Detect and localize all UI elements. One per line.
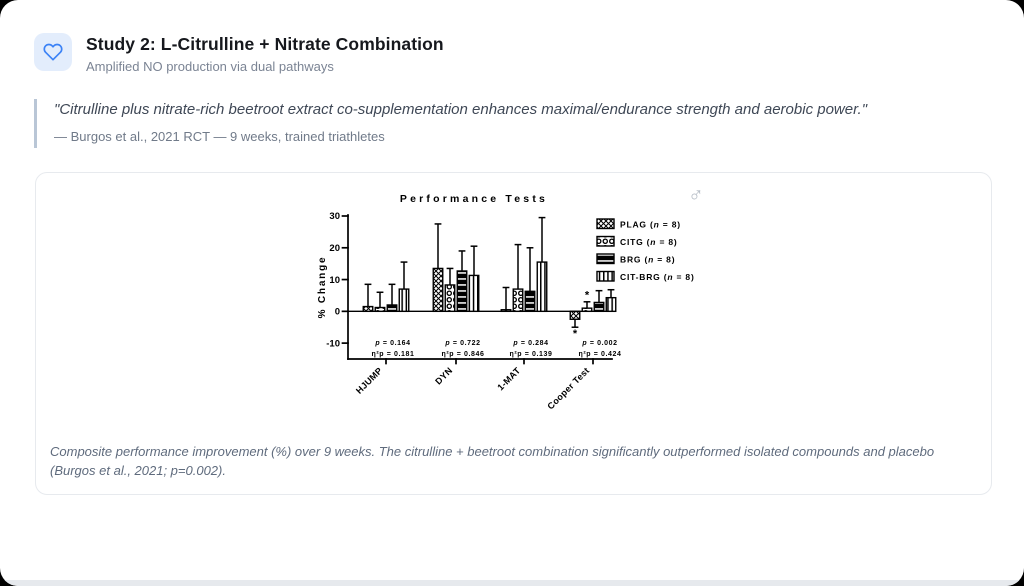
heart-icon	[43, 42, 63, 62]
chart	[316, 186, 726, 438]
svg-text:10: 10	[329, 274, 340, 286]
svg-text:Cooper Test: Cooper Test	[545, 365, 592, 412]
svg-text:Performance Tests: Performance Tests	[399, 193, 549, 205]
svg-text:HJUMP: HJUMP	[353, 365, 385, 396]
svg-text:*: *	[584, 289, 590, 302]
svg-text:30: 30	[329, 211, 340, 223]
svg-text:0: 0	[334, 306, 340, 318]
heart-icon-badge	[34, 33, 72, 71]
svg-text:PLAG (n = 8): PLAG (n = 8)	[620, 219, 681, 230]
svg-text:20: 20	[329, 242, 340, 254]
svg-text:η²p = 0.424: η²p = 0.424	[578, 351, 622, 358]
svg-text:BRG (n = 8): BRG (n = 8)	[620, 254, 676, 265]
figure-card	[35, 172, 992, 495]
header	[34, 33, 444, 74]
svg-text:η²p = 0.139: η²p = 0.139	[509, 351, 553, 358]
svg-text:1-MAT: 1-MAT	[495, 365, 523, 393]
svg-text:CIT-BRG (n = 8): CIT-BRG (n = 8)	[620, 272, 695, 282]
svg-text:p = 0.284: p = 0.284	[513, 340, 549, 347]
svg-text:p = 0.002: p = 0.002	[582, 340, 618, 347]
page-subtitle: Amplified NO production via dual pathways	[86, 59, 334, 74]
bar-chart-svg	[316, 186, 726, 438]
svg-text:*: *	[572, 328, 578, 341]
male-symbol-icon: ♂	[688, 184, 704, 207]
page-bottom-edge	[0, 580, 1024, 586]
svg-text:% Change: % Change	[317, 255, 328, 319]
quote-text: "Citrulline plus nitrate-rich beetroot extract co-supplementation enhances maximal/endurance strength and aerobic power."	[54, 101, 868, 118]
heart-icon-path	[44, 44, 61, 59]
svg-text:η²p = 0.181: η²p = 0.181	[371, 351, 415, 358]
svg-text:-10: -10	[326, 338, 340, 350]
header-text	[86, 33, 444, 74]
quote-attribution: — Burgos et al., 2021 RCT — 9 weeks, trained triathletes	[54, 129, 385, 144]
svg-text:p = 0.722: p = 0.722	[445, 340, 481, 347]
figure-caption: Composite performance improvement (%) over 9 weeks. The citrulline + beetroot combination significantly outperformed isolated compounds and placebo (Burgos et al., 2021; p=0.002).	[50, 443, 935, 478]
svg-text:CITG (n = 8): CITG (n = 8)	[620, 237, 678, 247]
page-title: Study 2: L-Citrulline + Nitrate Combination	[86, 34, 444, 54]
svg-text:DYN: DYN	[433, 365, 455, 387]
svg-text:p = 0.164: p = 0.164	[375, 340, 411, 347]
svg-text:η²p = 0.846: η²p = 0.846	[441, 351, 485, 358]
quote-block	[34, 99, 867, 148]
